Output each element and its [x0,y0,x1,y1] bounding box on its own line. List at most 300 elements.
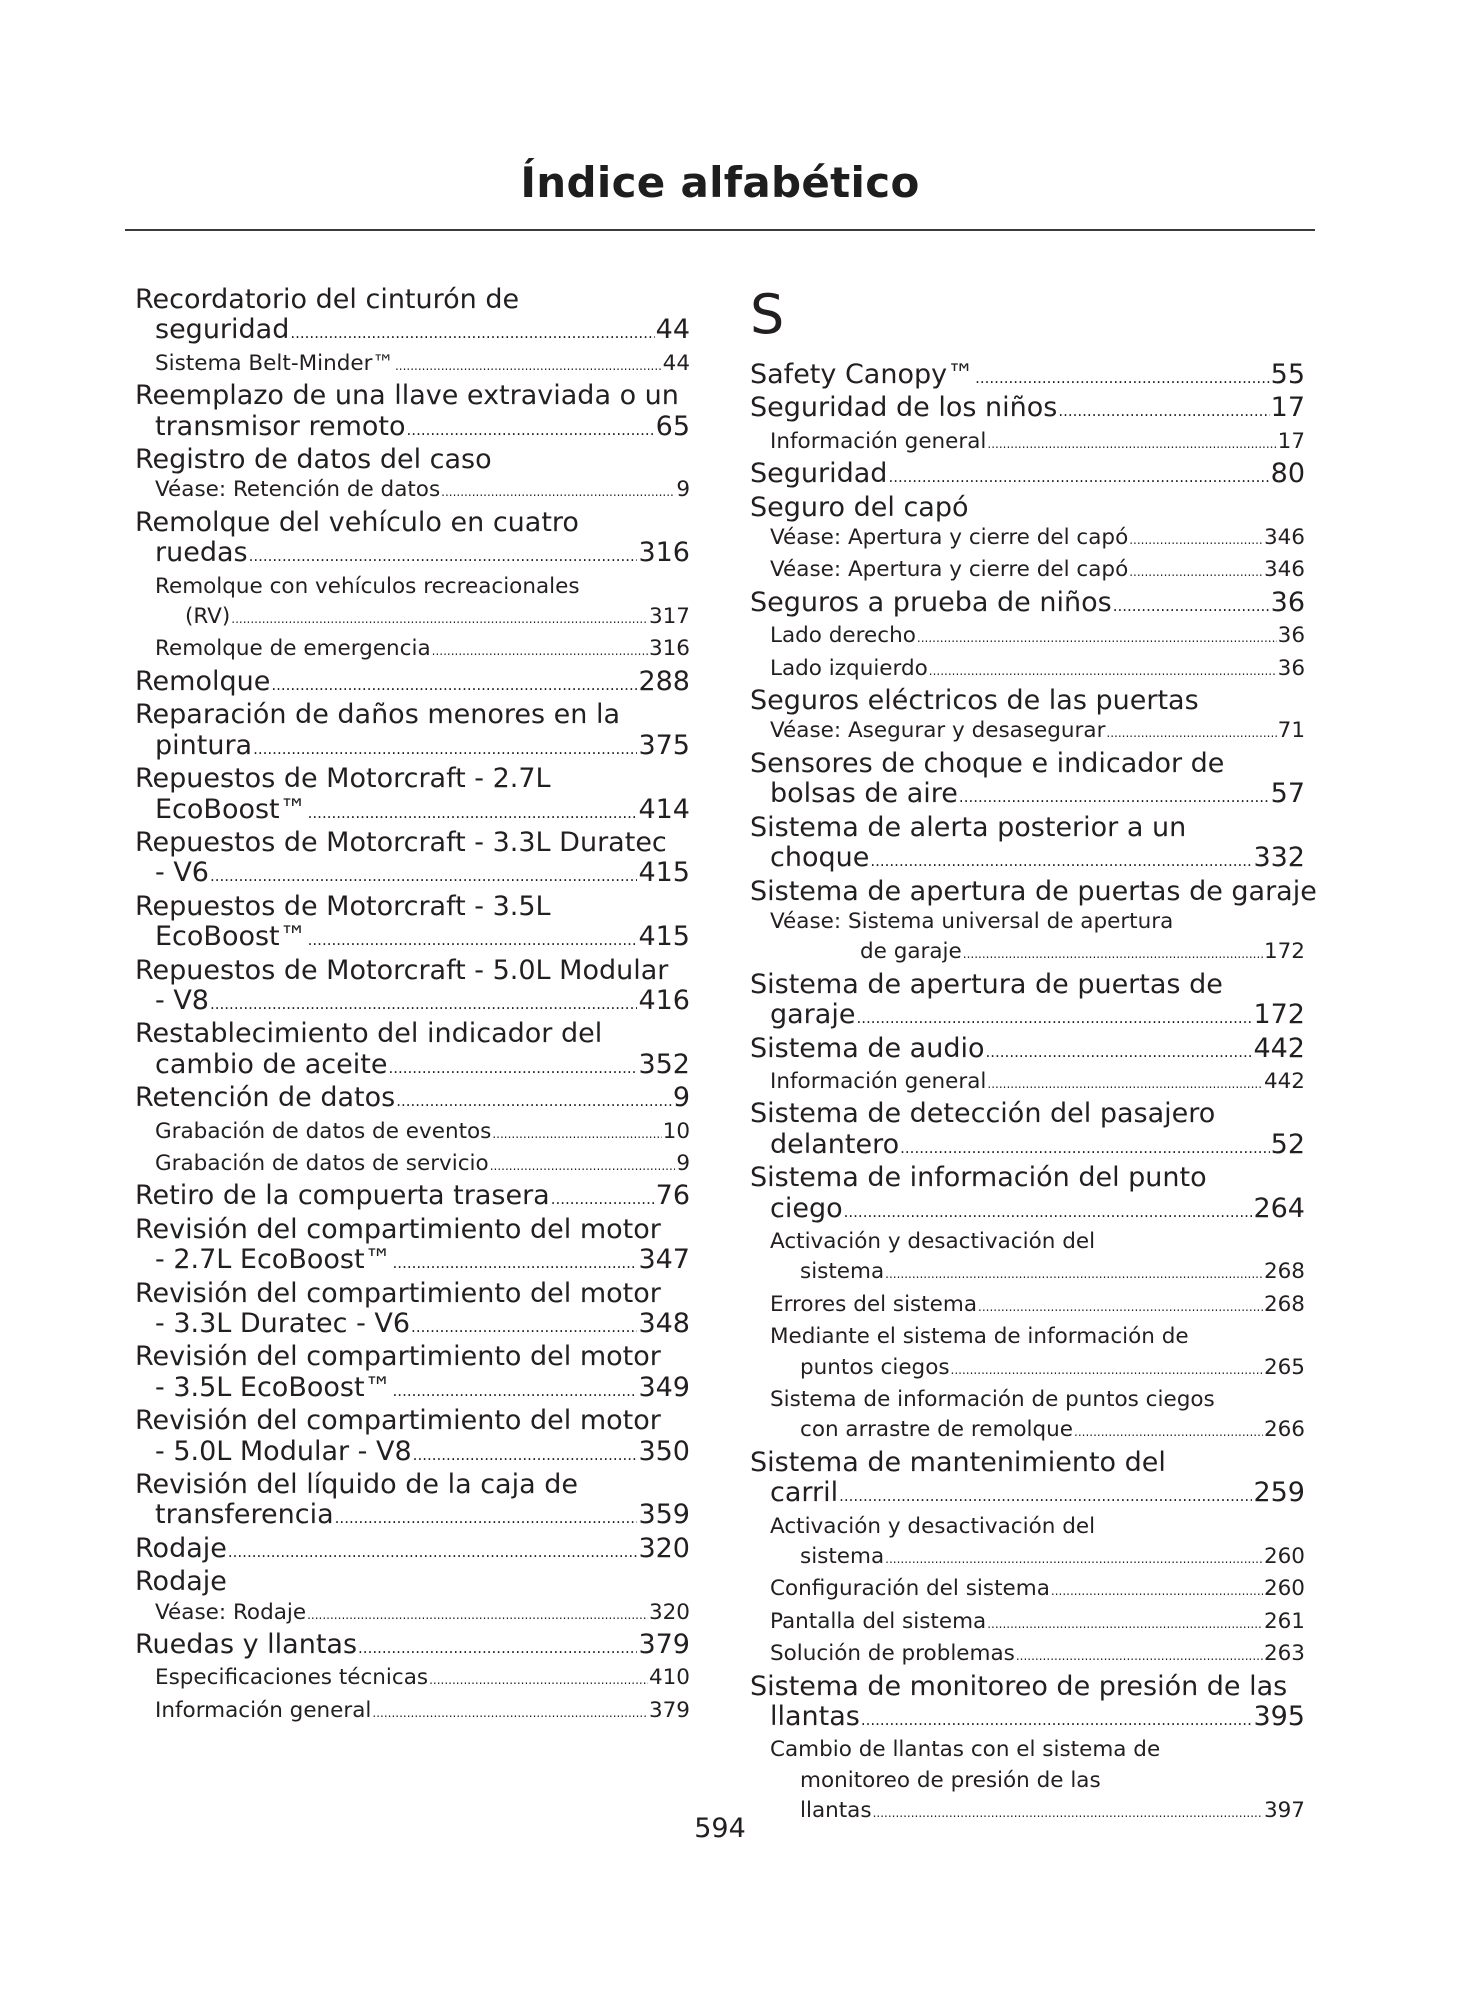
index-entry [750,393,1305,426]
index-entry-heading [135,572,690,602]
index-entry [135,1050,690,1083]
page-reference: 260 [1263,1544,1305,1570]
dot-leader [411,1312,637,1342]
page-reference: 317 [648,604,690,630]
entry-text: Revisión del líquido de la caja de [135,1469,578,1501]
page-reference: 320 [648,1599,690,1625]
index-entry-heading [750,875,1317,907]
dot-leader [900,1133,1270,1163]
index-entry [750,1034,1305,1067]
page-reference: 80 [1270,458,1305,490]
page-reference: 349 [638,1371,690,1403]
entry-text: Especificaciones técnicas [155,1665,429,1691]
index-entry-heading [750,1322,1305,1352]
page-reference: 416 [638,984,690,1016]
page-reference: 172 [1253,999,1305,1031]
page-reference: 316 [648,636,690,662]
index-entry-heading [135,700,690,730]
dot-leader [844,1197,1253,1227]
index-entry [135,1630,690,1663]
entry-text: Revisión del compartimiento del motor [135,1213,661,1245]
page-reference: 316 [638,537,690,569]
entry-text: Remolque [135,665,271,697]
index-entry [135,1245,690,1278]
entry-text: Seguros eléctricos de las puertas [750,685,1199,717]
entry-text: Información general [770,428,987,454]
dot-leader [407,415,655,445]
page-reference: 44 [662,350,690,376]
page-reference: 397 [1263,1798,1305,1824]
index-entry-heading [135,1019,690,1049]
index-entry [750,588,1305,621]
entry-text: Seguridad de los niños [750,392,1058,424]
index-entry-heading [135,892,690,922]
index-entry [135,1437,690,1470]
entry-text: (RV) [185,604,231,630]
page-reference: 320 [638,1532,690,1564]
index-entry [750,716,1305,748]
dot-leader [432,636,648,666]
dot-leader [249,541,638,571]
dot-leader [228,1537,638,1567]
index-entry-heading [135,1406,690,1436]
entry-text: sistema [800,1544,885,1570]
index-entry [135,1083,690,1116]
entry-text: Véase: Apertura y cierre del capó [770,557,1129,583]
index-entry [135,1663,690,1695]
page-reference: 36 [1277,655,1305,681]
index-entry [750,1574,1305,1606]
entry-text: Sistema de apertura de puertas de garaje [750,875,1317,907]
entry-text: Sistema de mantenimiento del [750,1446,1166,1478]
entry-text: Grabación de datos de eventos [155,1118,492,1144]
dot-leader [987,1609,1263,1639]
entry-text: Seguro del capó [750,491,969,523]
index-entry [750,360,1305,393]
index-entry [135,1149,690,1181]
dot-leader [393,1248,638,1278]
dot-leader [1113,591,1270,621]
entry-text: ciego [770,1192,843,1224]
page-reference: 52 [1270,1128,1305,1160]
index-entry [750,1607,1305,1639]
dot-leader [290,318,654,348]
dot-leader [396,1086,672,1116]
index-entry [750,427,1305,459]
dot-leader [917,623,1277,653]
title-divider [125,229,1315,231]
index-entry [135,986,690,1019]
entry-text: Recordatorio del cinturón de [135,284,520,315]
index-entry [135,349,690,381]
index-entry-heading [135,1279,690,1309]
index-entry [750,555,1305,587]
index-entry [135,731,690,764]
page-reference: 442 [1263,1068,1305,1094]
page-reference: 415 [638,921,690,953]
page-reference: 350 [638,1435,690,1467]
index-entry-heading [135,508,690,538]
entry-text: Remolque de emergencia [155,636,431,662]
index-entry-heading [135,1567,690,1597]
dot-leader [413,1440,638,1470]
page-reference: 268 [1263,1291,1305,1317]
index-entry-heading [135,1342,690,1372]
dot-leader [975,363,1270,393]
entry-text: Revisión del compartimiento del motor [135,1277,661,1309]
entry-text: EcoBoost™ [155,793,307,825]
index-entry [750,779,1305,812]
index-entry [750,937,1305,969]
page-reference: 17 [1277,428,1305,454]
entry-text: Sistema de alerta posterior a un [750,811,1187,843]
page-reference: 260 [1263,1576,1305,1602]
entry-text: Véase: Sistema universal de apertura [770,908,1174,934]
dot-leader [1058,396,1269,426]
index-entry [750,1478,1305,1511]
index-column-left [135,285,690,1728]
entry-text: Seguros a prueba de niños [750,586,1112,618]
index-entry-heading [135,828,690,858]
index-entry-heading [750,813,1305,843]
entry-text: Pantalla del sistema [770,1608,987,1634]
entry-text: - 3.5L EcoBoost™ [155,1371,392,1403]
index-entry [135,634,690,666]
index-entry [135,315,690,348]
entry-text: llantas [800,1798,872,1824]
index-entry-heading [135,1470,690,1500]
entry-text: Sistema de información de puntos ciegos [770,1387,1215,1412]
page-reference: 65 [655,410,690,442]
dot-leader [307,1600,648,1630]
index-entry [750,1000,1305,1033]
dot-leader [1051,1576,1263,1606]
entry-text: Retención de datos [135,1082,396,1114]
page-reference: 346 [1263,525,1305,551]
index-entry [135,795,690,828]
entry-text: pintura [155,729,253,761]
dot-leader [388,1053,637,1083]
dot-leader [372,1698,648,1728]
entry-text: Cambio de llantas con el sistema de [770,1737,1161,1763]
page-reference: 9 [676,1150,690,1176]
index-column-right [750,283,1317,1829]
entry-text: Véase: Apertura y cierre del capó [770,525,1129,551]
dot-leader [985,1037,1252,1067]
entry-text: Revisión del compartimiento del motor [135,1341,661,1373]
entry-text: Grabación de datos de servicio [155,1150,489,1176]
page-reference: 263 [1263,1641,1305,1667]
dot-leader [978,1292,1263,1322]
entry-text: choque [770,842,870,874]
dot-leader [1106,718,1276,748]
dot-leader [963,939,1263,969]
dot-leader [253,734,637,764]
page-reference: 57 [1270,778,1305,810]
page-reference: 352 [638,1048,690,1080]
index-entry [750,843,1305,876]
entry-text: delantero [770,1128,900,1160]
dot-leader [441,477,675,507]
entry-text: Lado izquierdo [770,655,928,681]
entry-text: Lado derecho [770,623,916,649]
entry-text: Revisión del compartimiento del motor [135,1405,661,1437]
page-reference: 415 [638,857,690,889]
index-entry [750,1415,1305,1447]
entry-text: - 5.0L Modular - V8 [155,1435,412,1467]
page-reference: 259 [1253,1477,1305,1509]
entry-text: Ruedas y llantas [135,1629,358,1661]
dot-leader [885,1544,1263,1574]
entry-text: con arrastre de remolque [800,1417,1074,1443]
entry-text: Seguridad [750,458,888,490]
index-entry-heading [750,907,1305,937]
index-entry-heading [750,493,1305,523]
entry-text: Sistema de detección del pasajero [750,1098,1216,1130]
dot-leader [987,1069,1263,1099]
section-letter: S [750,283,785,346]
entry-text: Repuestos de Motorcraft - 2.7L [135,763,551,795]
dot-leader [959,782,1270,812]
page-reference: 288 [638,665,690,697]
entry-text: Reparación de daños menores en la [135,699,621,731]
index-entry [750,459,1305,492]
entry-text: Véase: Retención de datos [155,477,441,503]
entry-text: garaje [770,999,856,1031]
entry-text: Repuestos de Motorcraft - 3.5L [135,890,551,922]
index-entry [750,621,1305,653]
page-reference: 332 [1253,842,1305,874]
entry-text: Activación y desactivación del [770,1228,1096,1254]
page-reference: 265 [1263,1354,1305,1380]
page-reference: 36 [1270,586,1305,618]
page-reference: 36 [1277,623,1305,649]
dot-leader [839,1481,1252,1511]
entry-text: Configuración del sistema [770,1576,1050,1602]
index-entry [750,1257,1305,1289]
entry-text: - 3.3L Duratec - V6 [155,1308,411,1339]
index-entry [135,1598,690,1630]
entry-text: Remolque del vehículo en cuatro [135,506,579,538]
entry-text: - V6 [155,857,209,889]
entry-text: Rodaje [135,1532,227,1564]
page-reference: 17 [1270,392,1305,424]
page-title: Índice alfabético [520,158,920,207]
index-entry [135,1117,690,1149]
index-entry [750,1194,1305,1227]
entry-text: sistema [800,1259,885,1285]
index-entry-heading [135,1215,690,1245]
entry-text: transmisor remoto [155,410,406,442]
page-reference: 172 [1263,939,1305,965]
entry-text: Retiro de la compuerta trasera [135,1180,550,1212]
index-entry [135,1181,690,1214]
page-reference: 410 [648,1665,690,1691]
dot-leader [308,925,638,955]
index-entry-heading [750,1512,1305,1542]
dot-leader [929,656,1277,686]
entry-text: Información general [155,1697,372,1723]
page-reference: 379 [638,1629,690,1661]
dot-leader [856,1003,1252,1033]
page-reference: 346 [1263,557,1305,583]
page-reference: 268 [1263,1259,1305,1285]
dot-leader [1129,525,1263,555]
dot-leader [395,351,662,381]
index-entry [750,1353,1305,1385]
dot-leader [210,989,637,1019]
page-reference: 55 [1270,359,1305,390]
page-reference: 395 [1253,1701,1305,1733]
index-entry [135,475,690,507]
page-reference: 379 [648,1697,690,1723]
index-entry-heading [750,1385,1305,1415]
entry-text: EcoBoost™ [155,921,307,953]
entry-text: transferencia [155,1499,334,1531]
entry-text: Errores del sistema [770,1291,978,1317]
dot-leader [492,1119,661,1149]
entry-text: Repuestos de Motorcraft - 3.3L Duratec [135,826,667,858]
index-entry [135,1373,690,1406]
index-entry-heading [750,1672,1305,1702]
dot-leader [335,1503,638,1533]
entry-text: Sistema de apertura de puertas de [750,968,1223,1000]
page-reference: 9 [672,1082,690,1114]
index-entry [750,1639,1305,1671]
page-reference: 347 [638,1244,690,1276]
entry-text: Safety Canopy™ [750,359,975,390]
entry-text: de garaje [860,939,962,965]
entry-text: Registro de datos del caso [135,444,492,476]
entry-text: Solución de problemas [770,1641,1015,1667]
index-entry-heading [135,381,690,411]
index-entry [750,523,1305,555]
entry-text: ruedas [155,537,248,569]
entry-text: Restablecimiento del indicador del [135,1018,603,1050]
page-reference: 76 [655,1180,690,1212]
dot-leader [987,429,1276,459]
index-entry [135,412,690,445]
entry-text: Información general [770,1068,987,1094]
entry-text: Sistema de monitoreo de presión de las [750,1670,1288,1702]
entry-text: - 2.7L EcoBoost™ [155,1244,392,1276]
entry-text: Véase: Asegurar y desasegurar [770,718,1106,744]
entry-text: Rodaje [135,1566,227,1598]
index-entry-heading [135,956,690,986]
index-entry [135,858,690,891]
page-reference: 261 [1263,1608,1305,1634]
dot-leader [888,462,1269,492]
dot-leader [861,1705,1253,1735]
index-entry [750,1702,1305,1735]
dot-leader [393,1376,638,1406]
index-entry-heading [135,445,690,475]
index-entry-heading [750,686,1305,716]
entry-text: Repuestos de Motorcraft - 5.0L Modular [135,954,669,986]
index-entry-heading [750,1099,1305,1129]
dot-leader [1074,1417,1263,1447]
page-reference: 375 [638,729,690,761]
index-entry [135,538,690,571]
dot-leader [551,1184,655,1214]
entry-text: Sistema de audio [750,1032,985,1064]
entry-text: Sensores de choque e indicador de [750,747,1225,779]
index-entry [135,1696,690,1728]
index-entry-heading [135,764,690,794]
index-entry [750,1130,1305,1163]
index-entry [135,1500,690,1533]
dot-leader [358,1633,637,1663]
page-reference: 266 [1263,1417,1305,1443]
entry-text: Mediante el sistema de información de [770,1324,1189,1350]
dot-leader [210,861,637,891]
index-entry-heading [750,1227,1305,1257]
page-reference: 442 [1253,1032,1305,1064]
entry-text: llantas [770,1701,860,1733]
entry-text: bolsas de aire [770,778,958,810]
index-entry [135,1309,690,1342]
index-entry [135,667,690,700]
index-entry [135,602,690,634]
index-entry [135,922,690,955]
entry-text: seguridad [155,314,290,346]
dot-leader [490,1151,676,1181]
entry-text: monitoreo de presión de las [800,1767,1101,1793]
index-entry-heading [750,749,1305,779]
entry-text: Véase: Rodaje [155,1599,307,1625]
index-entry-heading [750,1766,1305,1796]
page-reference: 44 [655,314,690,346]
page-reference: 71 [1277,718,1305,744]
index-entry-heading [750,1735,1305,1765]
index-entry-heading [135,285,690,315]
page-reference: 359 [638,1499,690,1531]
dot-leader [870,846,1252,876]
entry-text: Sistema de información del punto [750,1162,1207,1194]
entry-text: Sistema Belt-Minder™ [155,350,394,376]
dot-leader [231,604,648,634]
dot-leader [271,670,637,700]
entry-text: cambio de aceite [155,1048,388,1080]
dot-leader [1129,557,1263,587]
entry-text: carril [770,1477,839,1509]
page-reference: 9 [676,477,690,503]
page-number: 594 [694,1813,746,1844]
index-entry-heading [750,1448,1305,1478]
page-reference: 414 [638,793,690,825]
index-entry [750,1542,1305,1574]
dot-leader [429,1665,648,1695]
dot-leader [885,1259,1263,1289]
page-reference: 10 [662,1118,690,1144]
index-entry [135,1534,690,1567]
dot-leader [308,798,638,828]
page-reference: 264 [1253,1192,1305,1224]
index-entry [750,1067,1305,1099]
entry-text: Reemplazo de una llave extraviada o un [135,380,679,412]
index-entry-heading [750,970,1305,1000]
index-entry [750,1290,1305,1322]
entry-text: Remolque con vehículos recreacionales [155,573,580,599]
page-reference: 348 [638,1308,690,1339]
entry-text: puntos ciegos [800,1354,950,1380]
entry-text: - V8 [155,984,209,1016]
entry-text: Activación y desactivación del [770,1513,1096,1539]
index-entry-heading [750,1163,1305,1193]
dot-leader [951,1355,1263,1385]
index-entry [750,654,1305,686]
dot-leader [1016,1641,1263,1671]
